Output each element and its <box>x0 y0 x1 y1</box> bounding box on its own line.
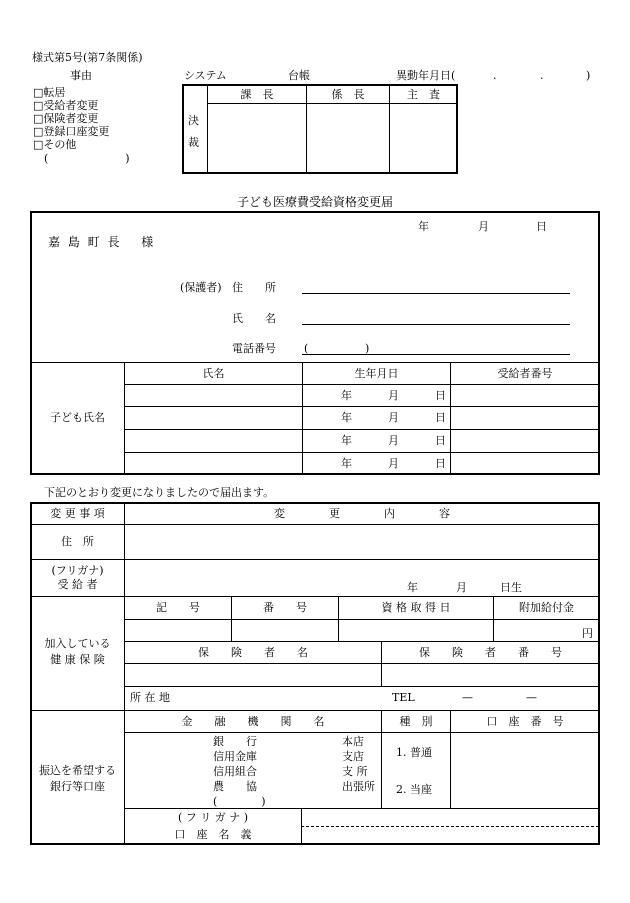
bank-type-nokyo: 農 協 <box>213 780 257 793</box>
address-label: 住 所 <box>232 281 276 294</box>
page-title: 子ども医療費受給資格変更届 <box>236 195 393 209</box>
bank-col-type: 種 別 <box>399 715 433 728</box>
bank-label-2: 銀行等口座 <box>50 780 105 793</box>
reason-checkbox-2[interactable]: □受給者変更 <box>33 99 99 112</box>
bank-type-kumiai: 信用組合 <box>213 765 257 778</box>
branch-type-office: 出張所 <box>342 780 375 793</box>
change-address-label: 住 所 <box>61 535 94 548</box>
insurer-tel-dash-2: — <box>526 691 537 704</box>
insurance-label-1: 加入している <box>44 637 111 650</box>
children-col-name: 氏名 <box>202 367 225 380</box>
bank-col-name: 金 融 機 関 名 <box>181 715 325 728</box>
change-date-label: 異動年月日( <box>396 69 456 82</box>
child1-day: 日 <box>435 389 446 402</box>
holder-name-label: 口 座 名 義 <box>174 828 252 841</box>
child4-month: 月 <box>388 457 399 470</box>
insurer-name-header: 保 険 者 名 <box>198 646 308 659</box>
account-type-current[interactable]: 2. 当座 <box>396 783 432 796</box>
recipient-furigana-label: (フリガナ) <box>51 564 104 577</box>
notice-text: 下記のとおり変更になりましたので届出ます。 <box>44 486 275 499</box>
branch-type-branch: 支店 <box>342 750 364 763</box>
children-row-label: 子ども氏名 <box>50 411 105 424</box>
phone-open: ( <box>304 342 309 355</box>
reason-checkbox-5[interactable]: □その他 <box>33 138 77 151</box>
name-label: 氏 名 <box>232 312 276 325</box>
form-number: 様式第5号(第7条関係) <box>32 51 143 64</box>
child1-year: 年 <box>341 389 352 402</box>
change-date-close: ) <box>586 69 591 82</box>
reason-heading: 事由 <box>70 69 92 82</box>
child3-month: 月 <box>388 434 399 447</box>
child3-year: 年 <box>341 434 352 447</box>
branch-type-subbranch: 支 所 <box>342 765 368 778</box>
bank-type-shinkin: 信用金庫 <box>213 750 257 763</box>
reason-checkbox-4[interactable]: □登録口座変更 <box>33 125 110 138</box>
recipient-label: 受 給 者 <box>57 578 98 591</box>
submit-date-year: 年 <box>418 220 429 233</box>
children-col-birth: 生年月日 <box>354 367 399 380</box>
child1-month: 月 <box>388 389 399 402</box>
insurer-tel-dash-1: — <box>462 691 473 704</box>
ins-col-symbol: 記 号 <box>156 601 200 614</box>
holder-divider <box>301 826 599 827</box>
child4-day: 日 <box>435 457 446 470</box>
insurance-label-2: 健 康 保 険 <box>50 653 105 666</box>
children-col-number: 受給者番号 <box>497 367 553 380</box>
submit-date-day: 日 <box>536 220 547 233</box>
addressee: 嘉 島 町 長 様 <box>48 235 156 249</box>
approval-label: 決 裁 <box>188 114 199 149</box>
change-date-dot-2: . <box>540 69 544 82</box>
reason-other-field[interactable]: ( ) <box>44 152 130 165</box>
insurer-tel-label: TEL <box>392 691 415 704</box>
insurer-location-label: 所 在 地 <box>130 691 170 704</box>
guardian-label: (保護者) <box>180 281 222 294</box>
phone-label: 電話番号 <box>232 342 276 355</box>
changes-col-item: 変 更 事 項 <box>50 507 105 520</box>
reason-checkbox-1[interactable]: □転居 <box>33 86 66 99</box>
name-line[interactable] <box>302 324 570 325</box>
system-label: システム <box>184 69 227 82</box>
ins-col-number: 番 号 <box>263 601 307 614</box>
ins-col-benefit: 附加給付金 <box>519 601 574 614</box>
child3-day: 日 <box>435 434 446 447</box>
bank-col-account: 口 座 番 号 <box>486 715 564 728</box>
bank-label-1: 振込を希望する <box>39 764 116 777</box>
ledger-label: 台帳 <box>288 69 310 82</box>
ins-col-acquired-date: 資 格 取 得 日 <box>381 601 451 614</box>
account-type-ordinary[interactable]: 1. 普通 <box>396 746 432 759</box>
branch-type-main: 本店 <box>342 735 364 748</box>
ins-yen: 円 <box>582 627 593 640</box>
child2-day: 日 <box>435 411 446 424</box>
bank-type-bank: 銀 行 <box>213 735 257 748</box>
child2-year: 年 <box>341 411 352 424</box>
changes-col-content: 変 更 内 容 <box>274 507 450 520</box>
phone-close: ) <box>365 342 370 355</box>
phone-line[interactable] <box>302 354 570 355</box>
child4-year: 年 <box>341 457 352 470</box>
recipient-birth-day: 日生 <box>500 581 522 594</box>
changes-section <box>30 502 600 845</box>
approval-col-subchief: 係 長 <box>331 88 365 101</box>
insurer-number-header: 保 険 者 番 号 <box>419 646 562 659</box>
recipient-birth-year: 年 <box>407 581 418 594</box>
bank-type-other[interactable]: ( ) <box>213 795 266 808</box>
address-line[interactable] <box>302 293 570 294</box>
reason-checkbox-3[interactable]: □保険者変更 <box>33 112 99 125</box>
applicant-section <box>30 211 600 475</box>
submit-date-month: 月 <box>478 220 489 233</box>
change-date-dot-1: . <box>493 69 497 82</box>
approval-col-chief: 課 長 <box>240 88 274 101</box>
holder-furigana-label: ( フ リ ガ ナ ) <box>177 811 249 824</box>
recipient-birth-month: 月 <box>456 581 467 594</box>
approval-col-officer: 主 査 <box>407 88 440 101</box>
child2-month: 月 <box>388 411 399 424</box>
